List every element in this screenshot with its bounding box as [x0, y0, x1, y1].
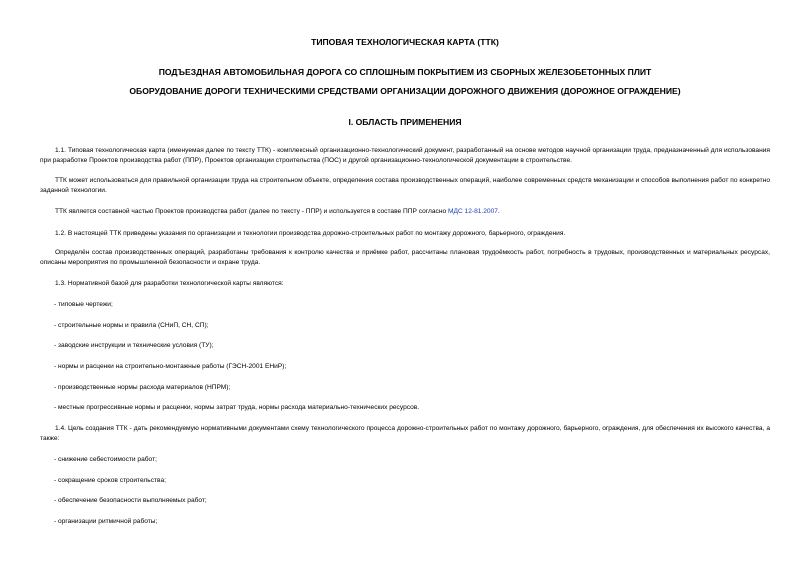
paragraph-ppr-text: ТТК является составной частью Проектов производства работ (далее по тексту - ППР) и используется в составе ППР согласно	[55, 208, 448, 215]
paragraph-1-3: 1.3. Нормативной базой для разработки технологической карты являются:	[55, 280, 284, 287]
document-subtitle-work: ОБОРУДОВАНИЕ ДОРОГИ ТЕХНИЧЕСКИМИ СРЕДСТВАМИ ОРГАНИЗАЦИИ ДОРОЖНОГО ДВИЖЕНИЯ (ДОРОЖНОЕ ОГРАЖДЕНИЕ)	[129, 86, 681, 96]
list-item: - типовые чертежи;	[54, 301, 113, 308]
paragraph-1-4: 1.4. Цель создания ТТК - дать рекомендуемую нормативными документами схему технологического процесса дорожно-строительных работ по монтажу дорожного, барьерного, ограждения, для обеспечения их высокого качества, а также:	[40, 425, 770, 442]
mds-link[interactable]: МДС 12-81.2007	[447, 208, 498, 215]
paragraph-operations: Определён состав производственных операций, разработаны требования к контролю качества и приёмке работ, рассчитаны плановая трудоёмкость работ, потребность в трудовых, производственных и материальных ресурсах, описаны мероприятия по промышленной безопасности и охране труда.	[40, 249, 770, 266]
paragraph-ppr-end: .	[497, 208, 500, 215]
paragraph-ppr	[40, 207, 770, 217]
paragraph-1-1: 1.1. Типовая технологическая карта (именуемая далее по тексту ТТК) - комплексный организационно-технологический документ, разработанный на основе методов научной организации труда, предназначенный для использования при разработке Проектов производства работ (ППР), Проектов организации строительства (ПОС) и другой организационно-технологической документации в строительстве.	[40, 147, 770, 164]
list-item: - производственные нормы расхода материалов (НПРМ);	[54, 384, 231, 391]
list-item: - заводские инструкции и технические условия (ТУ);	[54, 342, 214, 349]
list-item: - местные прогрессивные нормы и расценки, нормы затрат труда, нормы расхода материально-технических ресурсов.	[54, 404, 420, 411]
list-item: - снижение себестоимости работ;	[54, 456, 157, 463]
paragraph-usage: ТТК может использоваться для правильной организации труда на строительном объекте, определения состава производственных операций, наиболее современных средств механизации и способов выполнения работ по конкретно заданной технологии.	[40, 177, 770, 194]
list-item: - строительные нормы и правила (СНиП, СН, СП);	[54, 322, 209, 329]
list-item: - организации ритмичной работы;	[54, 518, 158, 525]
list-item: - нормы и расценки на строительно-монтажные работы (ГЭСН-2001 ЕНиР);	[54, 363, 287, 370]
document-title: ТИПОВАЯ ТЕХНОЛОГИЧЕСКАЯ КАРТА (ТТК)	[311, 37, 499, 47]
list-item: - обеспечение безопасности выполняемых работ;	[54, 497, 207, 504]
list-item: - сокращение сроков строительства;	[54, 477, 166, 484]
paragraph-1-2: 1.2. В настоящей ТТК приведены указания по организации и технологии производства дорожно-строительных работ по монтажу дорожного, барьерного, ограждения.	[55, 230, 566, 237]
section-heading: I. ОБЛАСТЬ ПРИМЕНЕНИЯ	[348, 117, 462, 127]
document-subtitle-object: ПОДЪЕЗДНАЯ АВТОМОБИЛЬНАЯ ДОРОГА СО СПЛОШНЫМ ПОКРЫТИЕМ ИЗ СБОРНЫХ ЖЕЛЕЗОБЕТОННЫХ ПЛИТ	[158, 67, 652, 77]
